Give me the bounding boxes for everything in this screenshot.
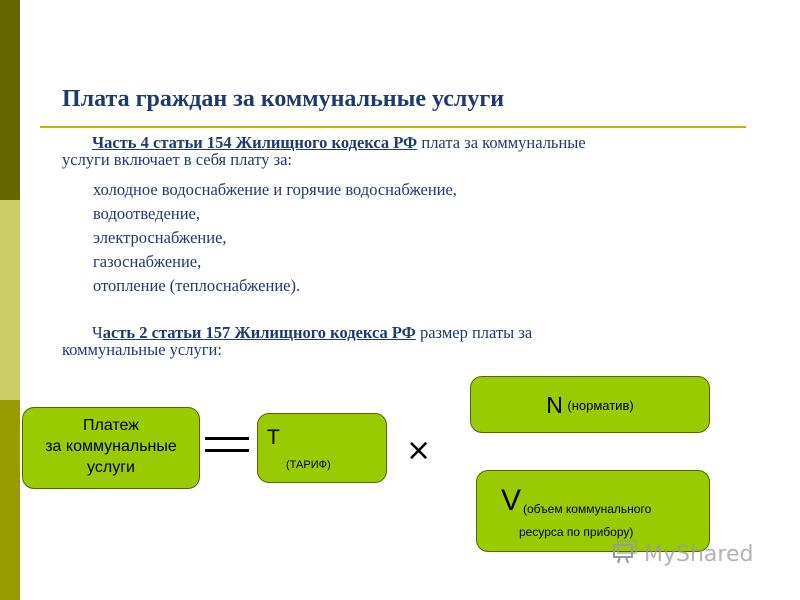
volume-label-line1: (объем коммунального (523, 502, 652, 516)
paragraph1-line2: услуги включает в себя плату за: (62, 150, 293, 169)
paragraph1-rest: плата за коммунальные (417, 133, 586, 152)
paragraph2-line2: коммунальные услуги: (62, 340, 222, 359)
payment-box (22, 407, 200, 489)
service-item: холодное водоснабжение и горячие водоснабжение, (93, 180, 457, 199)
title-divider (40, 126, 746, 128)
reference-article-157: асть 2 статьи 157 Жилищного кодекса РФ (102, 323, 416, 342)
paragraph-article-157 (62, 324, 752, 358)
paragraph2-lead: Ч (92, 323, 103, 342)
volume-symbol: V (501, 484, 522, 517)
service-item: водоотведение, (93, 204, 200, 223)
paragraph2-rest: размер платы за (415, 323, 533, 342)
volume-label-line2: ресурса по прибору) (519, 525, 634, 539)
sidebar-block-bottom (0, 400, 20, 600)
watermark-text: MyShared (644, 542, 754, 567)
multiply-sign: × (406, 433, 432, 468)
watermark-logo-icon (612, 540, 638, 564)
volume-box (476, 470, 710, 552)
sidebar-decoration (0, 0, 20, 600)
service-item: газоснабжение, (93, 252, 202, 271)
reference-article-154: Часть 4 статьи 154 Жилищного кодекса РФ (92, 133, 418, 152)
sidebar-block-top (0, 0, 20, 200)
paragraph-article-154 (62, 134, 752, 168)
norm-label: (норматив) (567, 398, 634, 413)
norm-symbol: N (546, 392, 563, 418)
payment-label-line: Платеж (83, 417, 139, 434)
tariff-symbol: Т (267, 426, 280, 449)
sidebar-block-middle (0, 200, 20, 400)
service-item: отопление (теплоснабжение). (93, 276, 301, 295)
service-item: электроснабжение, (93, 228, 227, 247)
services-list (93, 178, 457, 298)
payment-label-line: за коммунальные (45, 438, 177, 455)
equals-sign (205, 437, 249, 452)
tariff-label: (ТАРИФ) (286, 459, 331, 471)
norm-box (470, 376, 710, 433)
tariff-box (257, 413, 387, 483)
slide-title: Плата граждан за коммунальные услуги (62, 86, 505, 112)
payment-label-line: услуги (87, 459, 135, 476)
